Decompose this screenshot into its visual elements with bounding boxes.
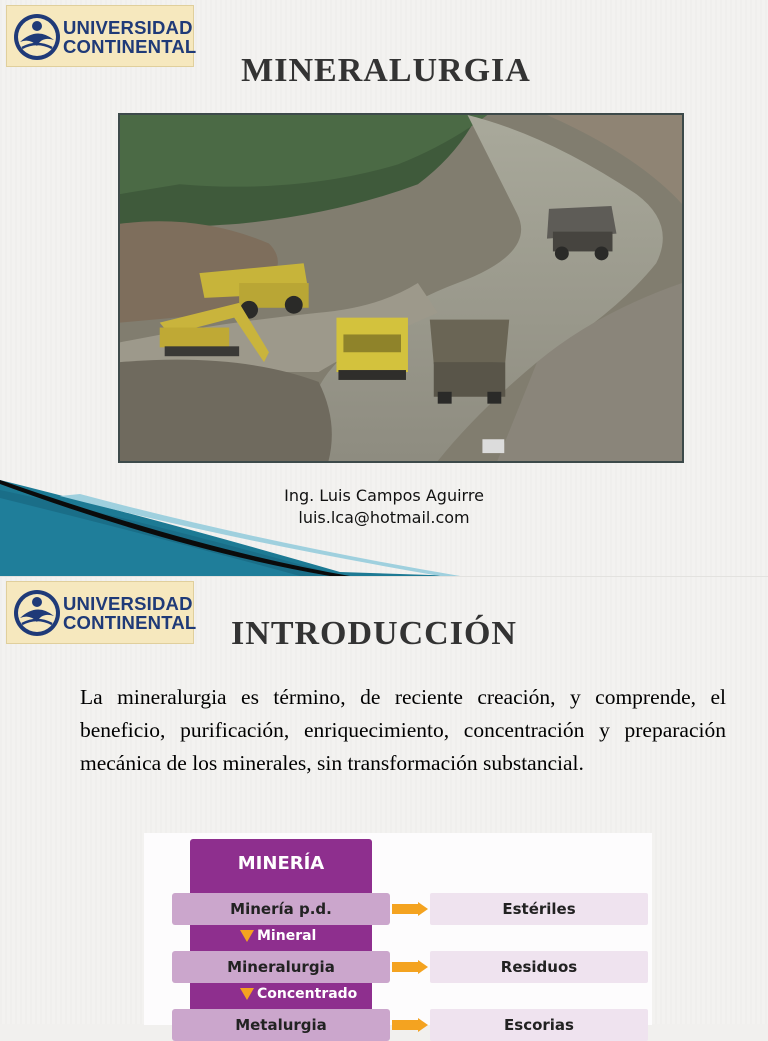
slide-title: INTRODUCCIÓN xyxy=(231,615,517,652)
right-arrow-icon xyxy=(392,1018,428,1032)
mining-trucks-photo xyxy=(118,113,684,463)
diagram-header: MINERÍA xyxy=(190,839,372,887)
output-residuos: Residuos xyxy=(430,951,648,983)
flow-label: Mineral xyxy=(257,928,317,944)
output-escorias: Escorias xyxy=(430,1009,648,1041)
down-arrow-icon xyxy=(240,988,254,1000)
slide-title: MINERALURGIA xyxy=(241,52,531,89)
intro-paragraph: La mineralurgia es término, de reciente creación, y comprende, el beneficio, purificación, enriquecimiento, concentración y preparación mecánica de los minerales, sin transformación substancial. xyxy=(80,685,726,775)
author-email: luis.lca@hotmail.com xyxy=(298,508,470,527)
stage-mineria-pd: Minería p.d. xyxy=(172,893,390,925)
flow-mineral xyxy=(240,925,316,947)
author-name: Ing. Luis Campos Aguirre xyxy=(284,486,484,505)
right-arrow-icon xyxy=(392,902,428,916)
stage-metalurgia: Metalurgia xyxy=(172,1009,390,1041)
output-esteriles: Estériles xyxy=(430,893,648,925)
down-arrow-icon xyxy=(240,930,254,942)
logo-text-line2: CONTINENTAL xyxy=(63,36,197,57)
right-arrow-icon xyxy=(392,960,428,974)
author-block xyxy=(0,485,768,529)
slide-2 xyxy=(0,576,768,1034)
logo-text-line1: UNIVERSIDAD xyxy=(63,593,193,614)
stage-mineralurgia: Mineralurgia xyxy=(172,951,390,983)
logo-text-line1: UNIVERSIDAD xyxy=(63,17,193,38)
flow-label: Concentrado xyxy=(257,986,358,1002)
logo-text-line2: CONTINENTAL xyxy=(63,612,197,633)
flow-concentrado xyxy=(240,983,357,1005)
process-diagram xyxy=(144,833,652,1034)
